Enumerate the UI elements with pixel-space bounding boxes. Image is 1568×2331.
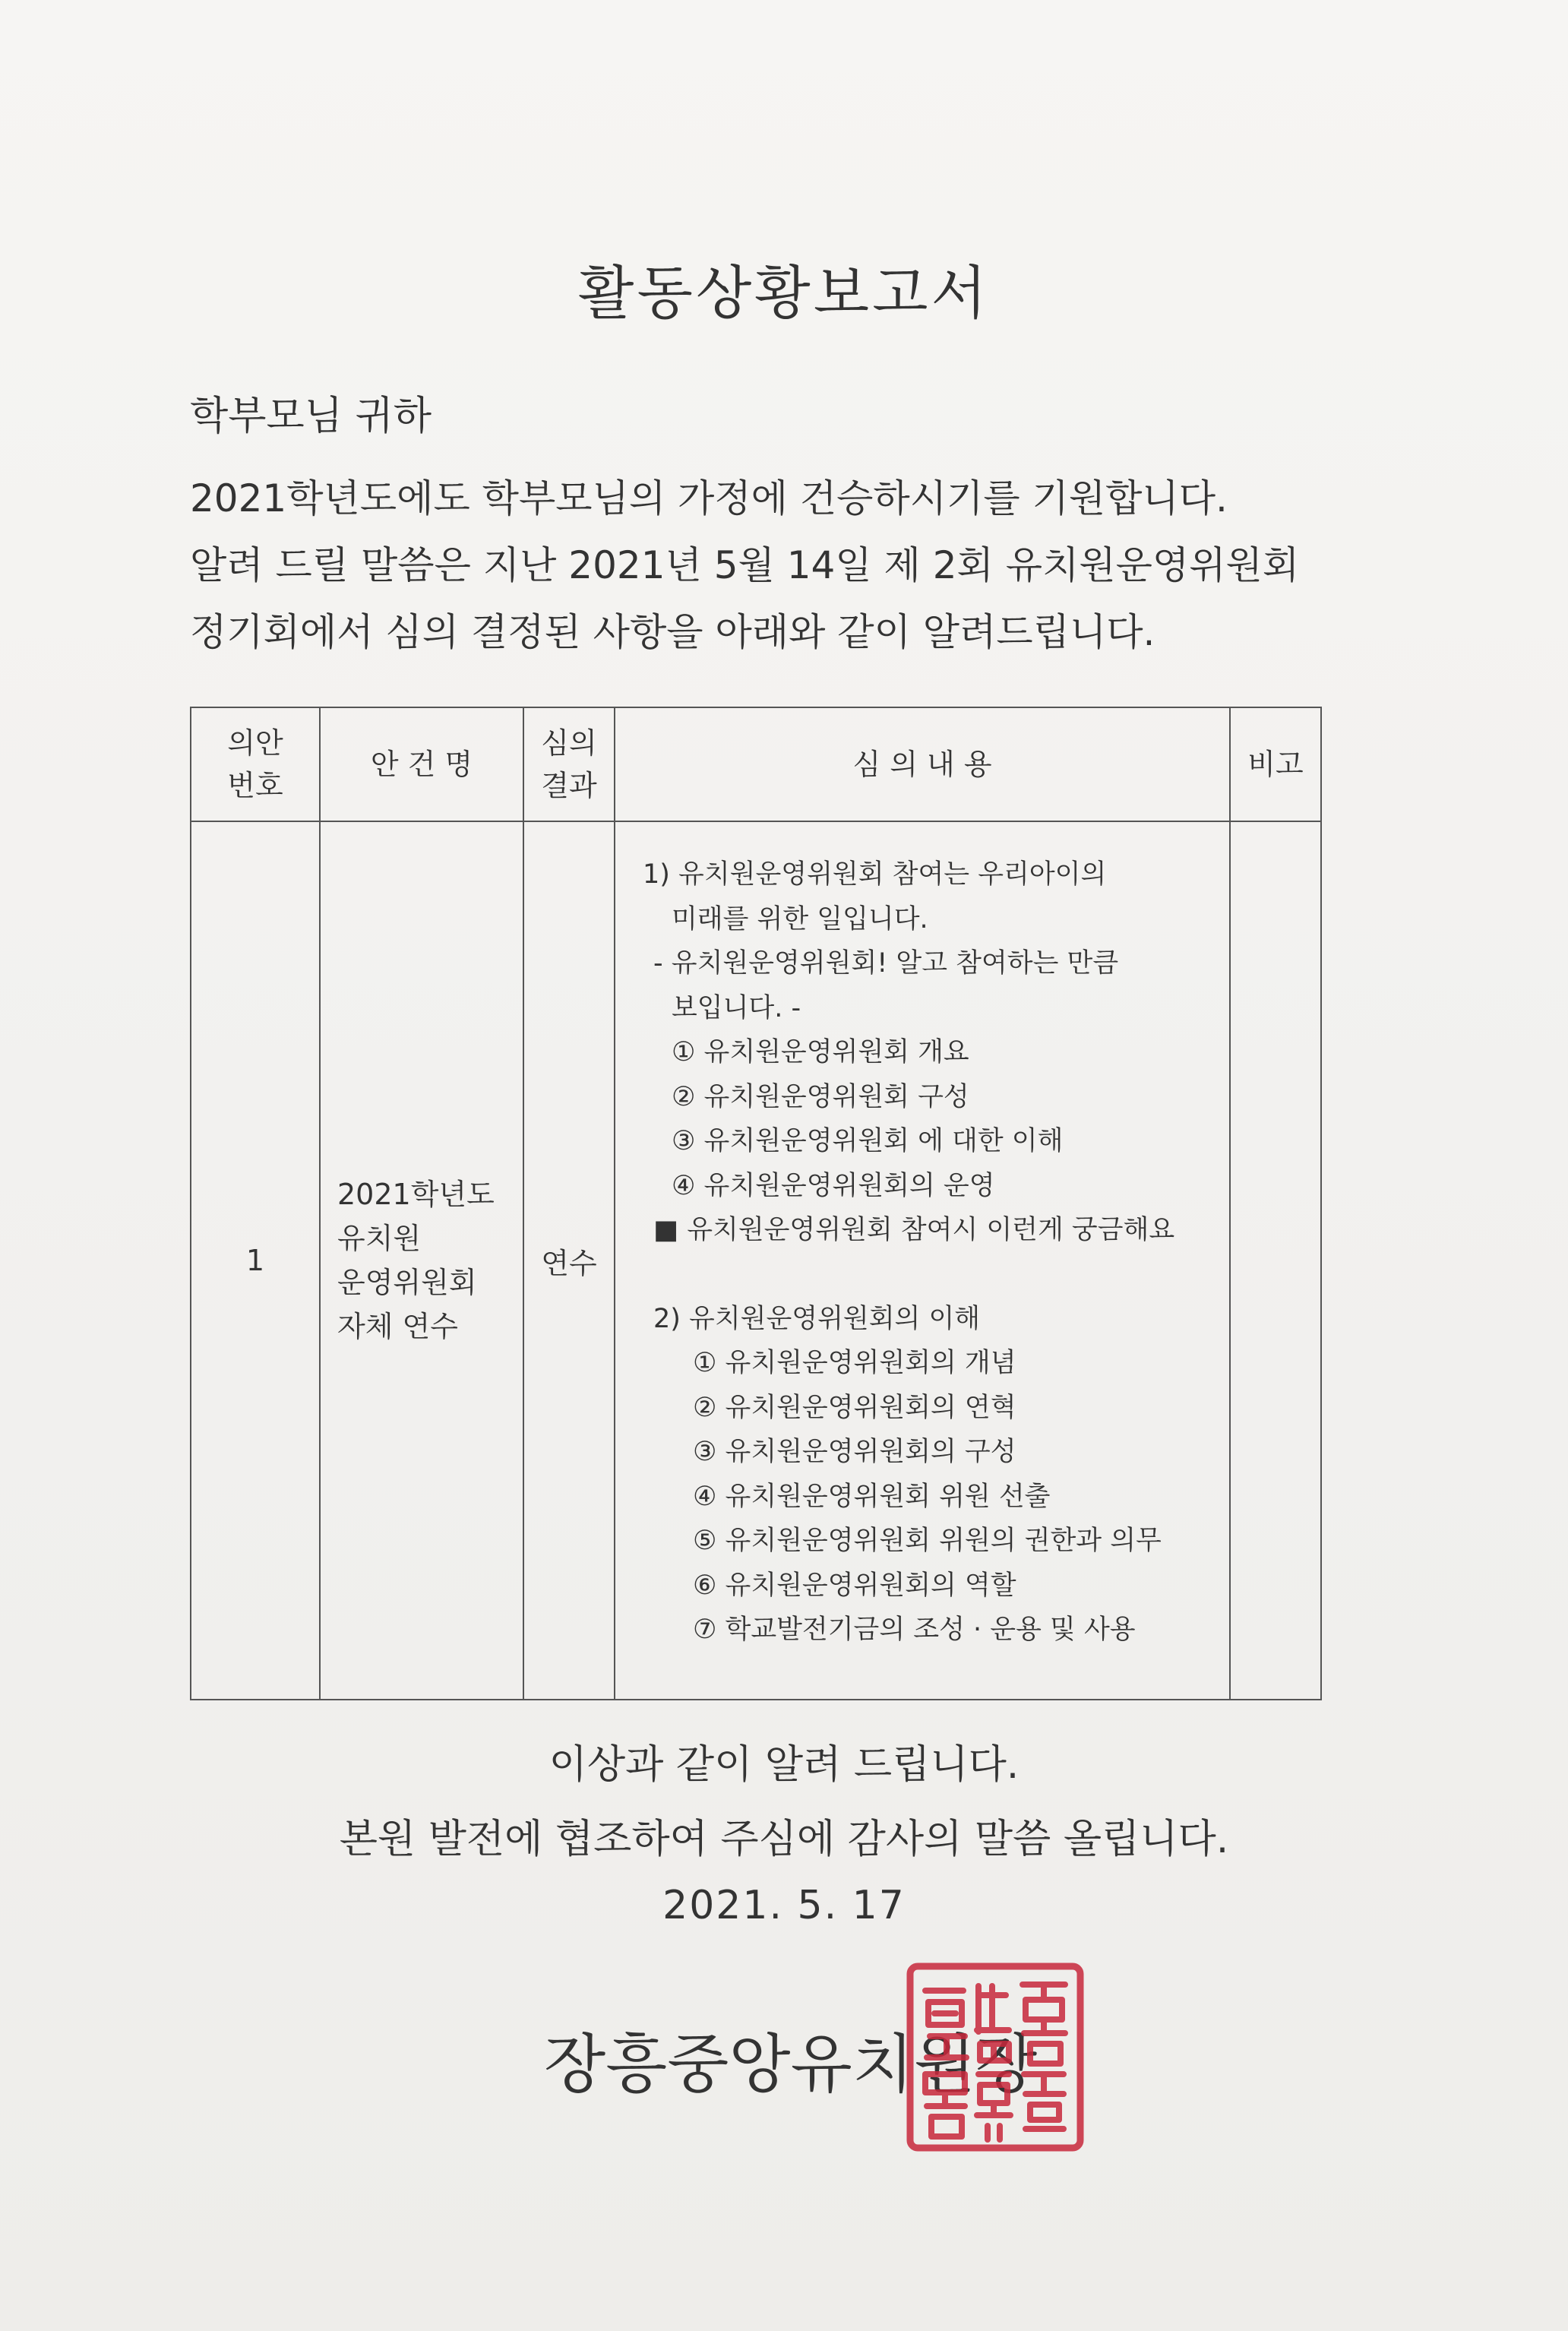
seal-glyph: [925, 2074, 965, 2136]
content-line: ① 유치원운영위원회 개요: [672, 1037, 969, 1067]
agenda-line: 자체 연수: [337, 1310, 458, 1343]
content-line: ④ 유치원운영위원회의 운영: [672, 1170, 995, 1201]
header-result: [523, 707, 615, 821]
row-agenda-name: [320, 821, 523, 1700]
header-text-line: 의안: [227, 726, 283, 760]
content-line: ④ 유치원운영위원회 위원 선출: [693, 1481, 1051, 1512]
content-line: ② 유치원운영위원회 구성: [672, 1081, 969, 1112]
row-note: [1230, 821, 1321, 1700]
content-line: ① 유치원운영위원회의 개념: [693, 1348, 1016, 1378]
content-spacer: [643, 1253, 1229, 1297]
header-note: 비고: [1230, 707, 1321, 821]
intro-paragraph: [190, 465, 1375, 666]
table-row: [191, 821, 1321, 1700]
content-line: ③ 유치원운영위원회 에 대한 이해: [672, 1126, 1064, 1156]
row-content: [615, 821, 1230, 1700]
content-line: ⑤ 유치원운영위원회 위원의 권한과 의무: [693, 1526, 1162, 1556]
seal-glyph: [1023, 1985, 1065, 2064]
content-line: 미래를 위한 일입니다.: [672, 903, 928, 935]
seal-glyph: [1024, 2074, 1064, 2129]
signer-name: 장흥중앙유치원장: [544, 2027, 1038, 2102]
seal-glyph: [977, 2074, 1010, 2140]
intro-line: 알려 드릴 말씀은 지난 2021년 5월 14일 제 2회 유치원운영위원회: [190, 543, 1300, 587]
content-line: 보입니다. -: [672, 992, 801, 1023]
agenda-line: 운영위원회: [337, 1266, 477, 1299]
closing-line: 이상과 같이 알려 드립니다.: [548, 1742, 1020, 1788]
content-line: ② 유치원운영위원회의 연혁: [693, 1392, 1016, 1423]
agenda-line: 2021학년도: [337, 1178, 495, 1211]
header-agenda-name: 안 건 명: [320, 707, 523, 821]
seal-glyph: [925, 1991, 966, 2057]
row-number: 1: [191, 821, 320, 1700]
content-line: ③ 유치원운영위원회의 구성: [693, 1437, 1016, 1467]
document-date: 2021. 5. 17: [662, 1883, 906, 1928]
header-content: 심 의 내 용: [615, 707, 1230, 821]
header-text-line: 번호: [227, 769, 283, 802]
header-result-text: [524, 722, 614, 807]
closing-line: 본원 발전에 협조하여 주심에 감사의 말씀 올립니다.: [339, 1817, 1229, 1862]
header-number-text: [191, 722, 319, 807]
report-table: [190, 707, 1322, 1700]
official-seal-stamp: [904, 1960, 1086, 2154]
header-text-line: 심의: [541, 726, 597, 760]
row-result: 연수: [523, 821, 615, 1700]
agenda-line: 유치원: [337, 1222, 422, 1255]
header-text-line: 결과: [541, 769, 597, 802]
salutation: 학부모님 귀하: [190, 394, 432, 439]
content-line: - 유치원운영위원회! 알고 참여하는 만큼: [653, 948, 1119, 979]
content-line: ■ 유치원운영위원회 참여시 이런게 궁금해요: [653, 1215, 1175, 1245]
content-line: 2) 유치원운영위원회의 이해: [653, 1303, 981, 1334]
table-header-row: [191, 707, 1321, 821]
header-agenda-number: [191, 707, 320, 821]
intro-line: 정기회에서 심의 결정된 사항을 아래와 같이 알려드립니다.: [190, 610, 1155, 654]
content-line: 1) 유치원운영위원회 참여는 우리아이의: [643, 859, 1107, 890]
document-title: 활동상황보고서: [578, 259, 990, 327]
seal-glyph: [977, 1986, 1009, 2061]
intro-line: 2021학년도에도 학부모님의 가정에 건승하시기를 기원합니다.: [190, 476, 1228, 520]
content-line: ⑦ 학교발전기금의 조성 · 운용 및 사용: [693, 1615, 1136, 1645]
content-line: ⑥ 유치원운영위원회의 역할: [693, 1570, 1016, 1601]
